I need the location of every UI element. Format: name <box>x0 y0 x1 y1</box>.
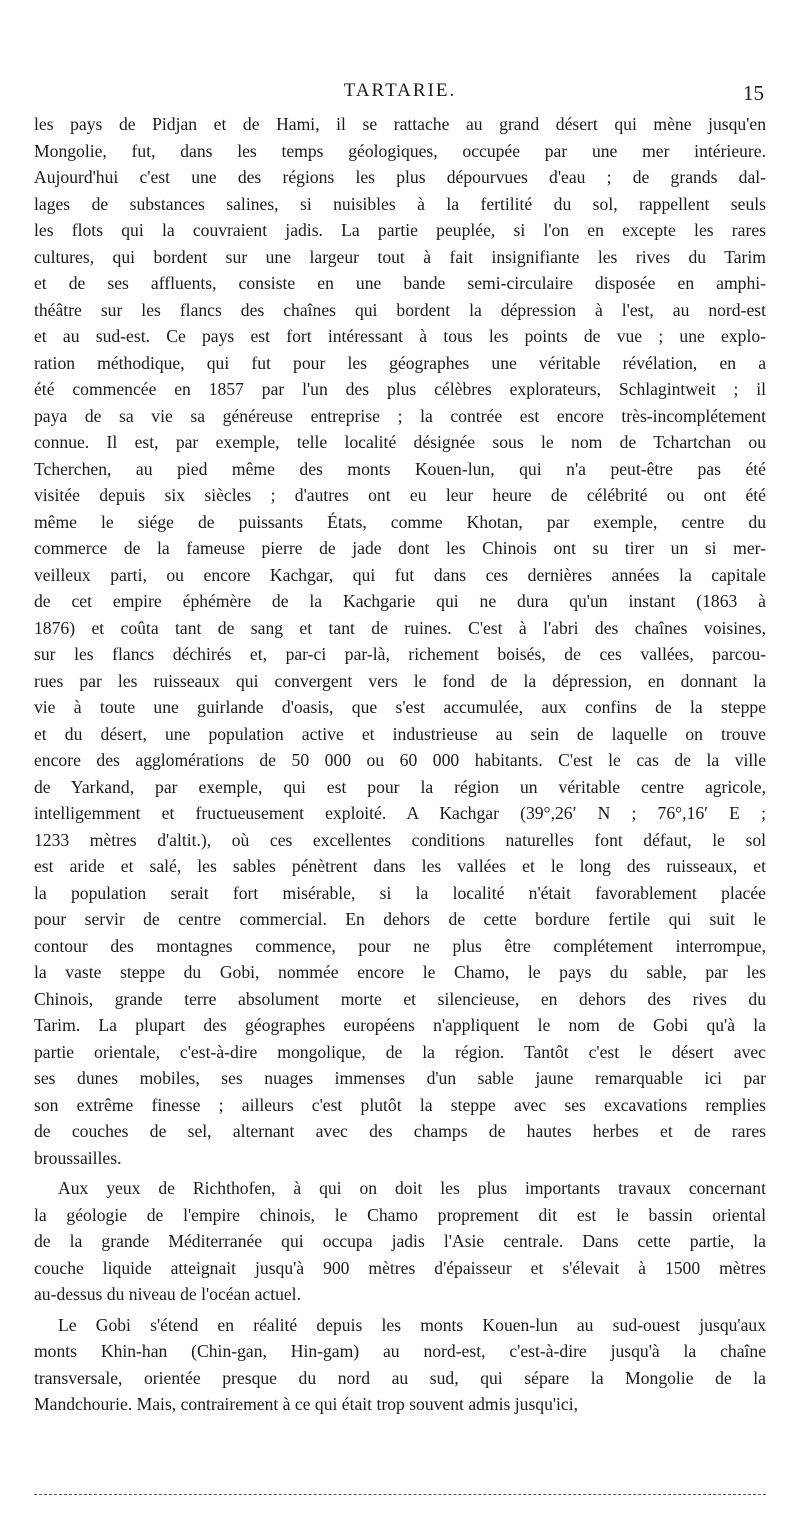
text-line: partie orientale, c'est-à-dire mongolique, de la région. Tantôt c'est le désert avec <box>34 1041 766 1062</box>
text-line: intelligemment et fructueusement exploité. A Kachgar (39°,26′ N ; 76°,16′ E ; <box>34 803 766 823</box>
text-line: la géologie de l'empire chinois, le Chamo proprement dit est le bassin oriental <box>34 1204 766 1225</box>
text-line: broussailles. <box>34 1147 122 1168</box>
text-line: au-dessus du niveau de l'océan actuel. <box>34 1284 301 1304</box>
text-line: commerce de la fameuse pierre de jade dont les Chinois ont su tirer un si mer- <box>34 538 766 558</box>
text-line: vie à toute une guirlande d'oasis, que s'est accumulée, aux confins de la steppe <box>34 697 766 717</box>
text-line: même le siége de puissants États, comme Khotan, par exemple, centre du <box>34 511 766 532</box>
text-line: cultures, qui bordent sur une largeur tout à fait insignifiante les rives du Tarim <box>34 246 766 267</box>
paragraph <box>34 111 766 1171</box>
page-number: 15 <box>743 81 764 105</box>
text-line: la population serait fort misérable, si la localité n'était favorablement placée <box>34 882 766 903</box>
text-line: de Yarkand, par exemple, qui est pour la région un véritable centre agricole, <box>34 776 766 797</box>
text-line: Le Gobi s'étend en réalité depuis les monts Kouen-lun au sud-ouest jusqu'aux <box>58 1314 766 1335</box>
text-line: sur les flancs déchirés et, par-ci par-là, richement boisés, de ces vallées, parcou- <box>34 644 766 664</box>
running-title: TARTARIE. <box>343 80 457 101</box>
paragraph <box>34 1175 766 1308</box>
text-line: visitée depuis six siècles ; d'autres ont eu leur heure de célébrité ou ont été <box>34 485 766 505</box>
text-line: rues par les ruisseaux qui convergent vers le fond de la dépression, en donnant la <box>34 670 766 691</box>
text-line: 1876) et coûta tant de sang et tant de ruines. C'est à l'abri des chaînes voisines, <box>34 617 766 638</box>
text-line: Tcherchen, au pied même des monts Kouen-lun, qui n'a peut-être pas été <box>34 458 766 479</box>
text-line: 1233 mètres d'altit.), où ces excellentes conditions naturelles font défaut, le sol <box>34 829 766 850</box>
text-line: pour servir de centre commercial. En dehors de cette bordure fertile qui suit le <box>34 909 766 929</box>
text-line: Aux yeux de Richthofen, à qui on doit les plus importants travaux concernant <box>58 1178 766 1198</box>
text-line: et au sud-est. Ce pays est fort intéressant à tous les points de vue ; une explo- <box>34 326 766 346</box>
text-line: son extrême finesse ; ailleurs c'est plutôt la steppe avec ses excavations remplies <box>34 1094 766 1115</box>
text-line: transversale, orientée presque du nord au sud, qui sépare la Mongolie de la <box>34 1367 766 1388</box>
text-line: monts Khin-han (Chin-gan, Hin-gam) au nord-est, c'est-à-dire jusqu'à la chaîne <box>34 1341 766 1361</box>
text-line: Tarim. La plupart des géographes européens n'appliquent le nom de Gobi qu'à la <box>34 1015 766 1035</box>
text-line: théâtre sur les flancs des chaînes qui bordent la dépression à l'est, au nord-est <box>34 299 766 320</box>
page-header <box>0 78 800 104</box>
text-line: Mongolie, fut, dans les temps géologiques, occupée par une mer intérieure. <box>34 140 766 161</box>
paragraph <box>34 1312 766 1418</box>
text-line: encore des agglomérations de 50 000 ou 60 000 habitants. C'est le cas de la ville <box>34 750 766 770</box>
text-line: la vaste steppe du Gobi, nommée encore le Chamo, le pays du sable, par les <box>34 962 766 982</box>
text-line: et de ses affluents, consiste en une bande semi-circulaire disposée en amphi- <box>34 273 766 293</box>
text-line: paya de sa vie sa généreuse entreprise ; la contrée est encore très-incomplétement <box>34 405 766 426</box>
footer-rule <box>34 1494 766 1495</box>
text-line: ration méthodique, qui fut pour les géographes une véritable révélation, en a <box>34 352 766 373</box>
text-line: les pays de Pidjan et de Hami, il se rattache au grand désert qui mène jusqu'en <box>34 114 766 134</box>
text-line: Chinois, grande terre absolument morte et silencieuse, en dehors des rives du <box>34 988 766 1009</box>
text-line: Aujourd'hui c'est une des régions les plus dépourvues d'eau ; de grands dal- <box>34 167 766 187</box>
text-line: contour des montagnes commence, pour ne plus être complétement interrompue, <box>34 935 766 956</box>
text-line: de couches de sel, alternant avec des champs de hautes herbes et de rares <box>34 1121 766 1141</box>
text-line: couche liquide atteignait jusqu'à 900 mètres d'épaisseur et s'élevait à 1500 mètres <box>34 1257 766 1278</box>
text-line: connue. Il est, par exemple, telle localité désignée sous le nom de Tchartchan ou <box>34 432 766 452</box>
body-text <box>34 111 766 1422</box>
text-line: est aride et salé, les sables pénètrent dans les vallées et le long des ruisseaux, et <box>34 856 766 876</box>
text-line: de cet empire éphémère de la Kachgarie qui ne dura qu'un instant (1863 à <box>34 591 766 611</box>
text-line: été commencée en 1857 par l'un des plus célèbres explorateurs, Schlagintweit ; il <box>34 379 766 399</box>
text-line: et du désert, une population active et industrieuse au sein de laquelle on trouve <box>34 723 766 744</box>
text-line: les flots qui la couvraient jadis. La partie peuplée, si l'on en excepte les rares <box>34 220 766 240</box>
text-line: ses dunes mobiles, ses nuages immenses d'un sable jaune remarquable ici par <box>34 1068 766 1088</box>
text-line: lages de substances salines, si nuisibles à la fertilité du sol, rappellent seuls <box>34 193 766 214</box>
text-line: veilleux parti, ou encore Kachgar, qui fut dans ces dernières années la capitale <box>34 564 766 585</box>
text-line: de la grande Méditerranée qui occupa jadis l'Asie centrale. Dans cette partie, la <box>34 1231 766 1251</box>
text-line: Mandchourie. Mais, contrairement à ce qui était trop souvent admis jusqu'ici, <box>34 1394 579 1414</box>
